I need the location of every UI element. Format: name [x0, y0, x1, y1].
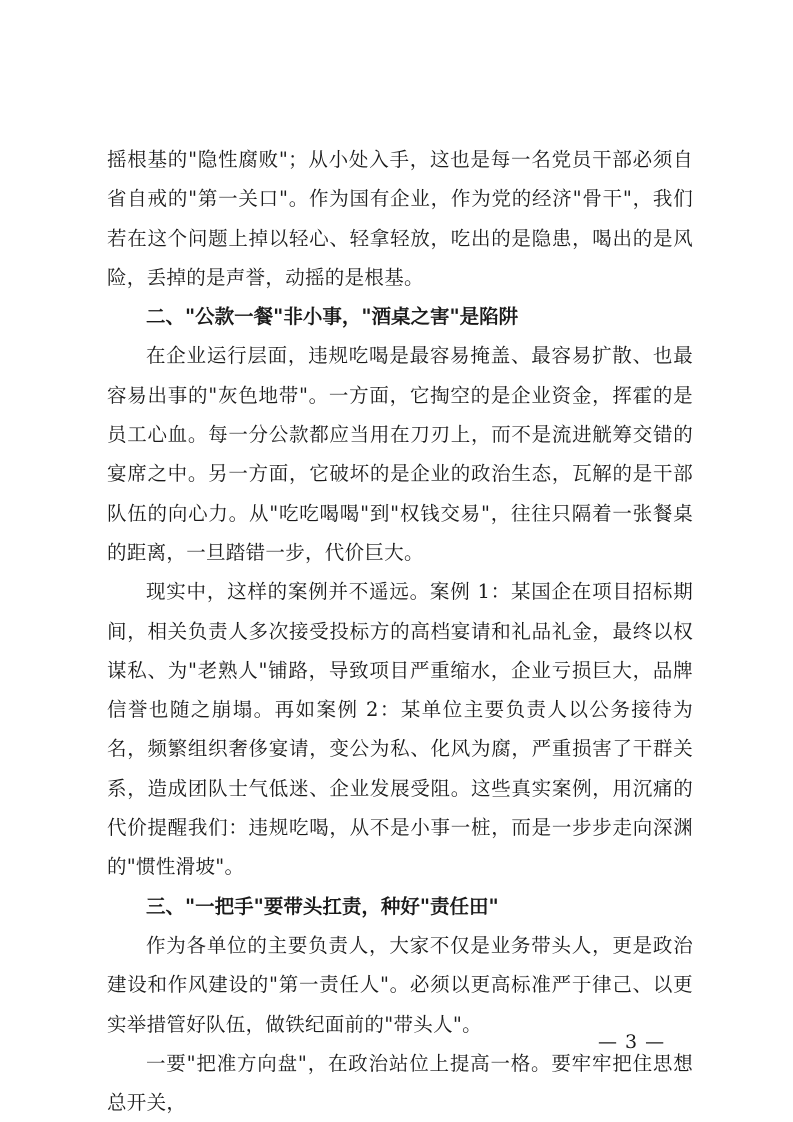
page-number: — 3 —: [598, 1031, 666, 1053]
document-body: [107, 140, 693, 1122]
paragraph-responsibility: 作为各单位的主要负责人，大家不仅是业务带头人，更是政治建设和作风建设的"第一责任人"。必须以更高标准严于律己、以更实举措管好队伍，做铁纪面前的"带头人"。: [107, 933, 693, 1036]
paragraph-first-requirement: 一要"把准方向盘"，在政治站位上提高一格。要牢牢把住思想总开关，: [107, 1051, 693, 1115]
paragraph-gray-zone: 在企业运行层面，违规吃喝是最容易掩盖、最容易扩散、也最容易出事的"灰色地带"。一方面，它掏空的是企业资金，挥霍的是员工心血。每一分公款都应当用在刀刃上，而不是流进觥筹交错的宴席之中。另一方面，它破坏的是企业的政治生态，瓦解的是干部队伍的向心力。从"吃吃喝喝"到"权钱交易"，往往只隔着一张餐桌的距离，一旦踏错一步，代价巨大。: [107, 344, 693, 564]
paragraph-case-examples: 现实中，这样的案例并不遥远。案例 1：某国企在项目招标期间，相关负责人多次接受投标方的高档宴请和礼品礼金，最终以权谋私、为"老熟人"铺路，导致项目严重缩水，企业亏损巨大，品牌信誉也随之崩塌。再如案例 2：某单位主要负责人以公务接待为名，频繁组织奢侈宴请，变公为私、化风为腐，严重损害了干群关系，造成团队士气低迷、企业发展受阻。这些真实案例，用沉痛的代价提醒我们：违规吃喝，从不是小事一桩，而是一步步走向深渊的"惯性滑坡"。: [107, 580, 693, 879]
section-heading-2: 二、"公款一餐"非小事，"酒桌之害"是陷阱: [146, 305, 519, 329]
section-heading-3: 三、"一把手"要带头扛责，种好"责任田": [146, 894, 499, 918]
paragraph-continuation: 摇根基的"隐性腐败"；从小处入手，这也是每一名党员干部必须自省自戒的"第一关口"。作为国有企业，作为党的经济"骨干"，我们若在这个问题上掉以轻心、轻拿轻放，吃出的是隐患，喝出的是风险，丢掉的是声誉，动摇的是根基。: [107, 148, 693, 289]
